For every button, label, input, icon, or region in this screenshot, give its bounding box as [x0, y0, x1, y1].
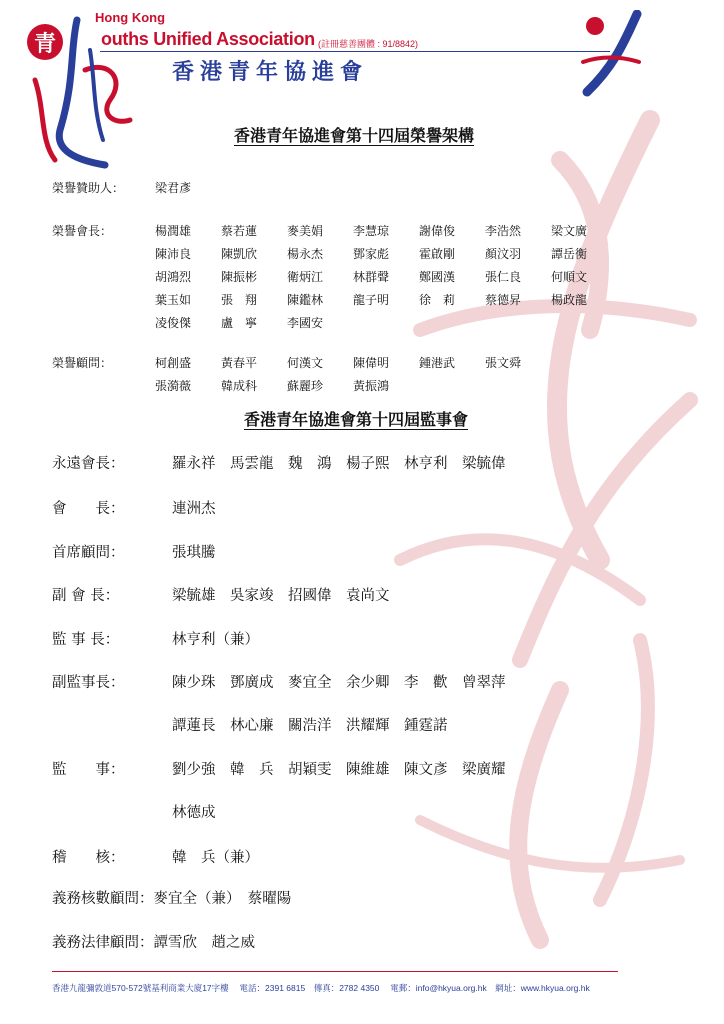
president-name: 鄭國漢 [419, 270, 456, 284]
president-name: 楊政龍 [551, 293, 588, 307]
advisor-name: 張漪薇 [155, 379, 192, 393]
patron-name: 梁君彥 [155, 181, 192, 195]
president-name: 盧 寧 [221, 316, 258, 330]
board-role-label: 會 長： [52, 501, 125, 517]
advisor-name: 黃春平 [221, 356, 258, 370]
president-name: 蔡若蓮 [221, 224, 258, 238]
advisor-name: 黃振鴻 [353, 379, 390, 393]
president-name: 衛炳江 [287, 270, 324, 284]
president-name: 何順文 [551, 270, 588, 284]
presidents-label: 榮譽會長： [52, 224, 113, 238]
president-name: 譚岳衡 [551, 247, 588, 261]
footer-divider [52, 971, 618, 972]
org-name-zh: 香港青年協進會 [172, 60, 369, 85]
advisors-label: 榮譽顧問： [52, 356, 113, 370]
president-name: 葉玉如 [155, 293, 192, 307]
advisor-name: 何漢文 [287, 356, 324, 370]
board-role-label: 首席顧問： [52, 545, 125, 561]
org-name-en-line1: Hong Kong [95, 10, 166, 25]
advisor-name: 陳偉明 [353, 356, 390, 370]
president-name: 李慧琼 [353, 224, 390, 238]
board-role-names: 譚蓮長 林心廉 關浩洋 洪耀輝 鍾霆諾 [172, 718, 448, 734]
president-name: 龍子明 [353, 293, 390, 307]
board-role-names: 張琪騰 [172, 545, 216, 561]
board-role-label: 稽 核： [52, 850, 125, 866]
president-name: 李國安 [287, 316, 324, 330]
board-role-names: 林亨利（兼） [172, 632, 259, 648]
patron-label: 榮譽贊助人： [52, 181, 125, 195]
advisor-name: 蘇麗珍 [287, 379, 324, 393]
header-divider [100, 51, 610, 52]
president-name: 張 翔 [221, 293, 258, 307]
president-name: 梁文廣 [551, 224, 588, 238]
board-role-label: 副監事長： [52, 675, 125, 691]
president-name: 陳鑑林 [287, 293, 324, 307]
footer-contact: 香港九龍彌敦道570-572號基利商業大廈17字樓 電話：2391 6815 傳真：2782 4350 電郵：info@hkyua.org.hk 網址：www.hkyua.org.hk [52, 983, 590, 993]
board-role-label: 副 會 長： [52, 588, 120, 604]
logo-char: 青 [33, 32, 57, 57]
board-role-names: 劉少強 韓 兵 胡穎雯 陳維雄 陳文彥 梁廣耀 [172, 762, 506, 778]
board-role-names: 陳少珠 鄧廣成 麥宜全 余少卿 李 歡 曾翠萍 [172, 675, 506, 691]
advisor-name: 鍾港武 [419, 356, 456, 370]
advisor-name: 張文舜 [485, 356, 522, 370]
registration-number: (註冊慈善團體 : 91/8842) [318, 39, 419, 49]
president-name: 蔡德昇 [485, 293, 522, 307]
president-name: 霍啟剛 [419, 247, 456, 261]
org-name-en-line2: ouths Unified Association [101, 29, 315, 49]
board-role-label: 永遠會長： [52, 456, 125, 472]
board-role-names: 韓 兵（兼） [172, 850, 259, 866]
legal-advisor: 義務法律顧問：譚雪欣 趙之威 [52, 935, 255, 951]
board-role-names: 連洲杰 [172, 501, 216, 517]
president-name: 楊永杰 [287, 247, 324, 261]
accounting-advisor: 義務核數顧問：麥宜全（兼） 蔡曜陽 [52, 891, 292, 907]
president-name: 麥美娟 [287, 224, 324, 238]
president-name: 楊潤雄 [155, 224, 192, 238]
advisor-name: 韓成科 [221, 379, 258, 393]
board-role-label: 監 事： [52, 762, 125, 778]
president-name: 凌俊傑 [155, 316, 192, 330]
advisor-name: 柯創盛 [155, 356, 192, 370]
president-name: 李浩然 [485, 224, 522, 238]
board-role-names: 林德成 [172, 805, 216, 821]
president-name: 胡鴻烈 [155, 270, 192, 284]
board-role-names: 梁毓雄 吳家竣 招國偉 袁尚文 [172, 588, 390, 604]
board-role-label: 監 事 長： [52, 632, 120, 648]
runner-emblem-icon [575, 10, 645, 100]
president-name: 陳沛良 [155, 247, 192, 261]
board-title: 香港青年協進會第十四屆監事會 [244, 410, 469, 429]
president-name: 陳凱欣 [221, 247, 258, 261]
president-name: 顏汶羽 [485, 247, 522, 261]
honorary-title: 香港青年協進會第十四屆榮譽架構 [234, 126, 475, 145]
president-name: 陳振彬 [221, 270, 258, 284]
president-name: 謝偉俊 [419, 224, 456, 238]
president-name: 林群聲 [353, 270, 390, 284]
president-name: 張仁良 [485, 270, 522, 284]
president-name: 徐 莉 [419, 293, 456, 307]
president-name: 鄧家彪 [353, 247, 390, 261]
board-role-names: 羅永祥 馬雲龍 魏 鴻 楊子熙 林亨利 梁毓偉 [172, 456, 506, 472]
